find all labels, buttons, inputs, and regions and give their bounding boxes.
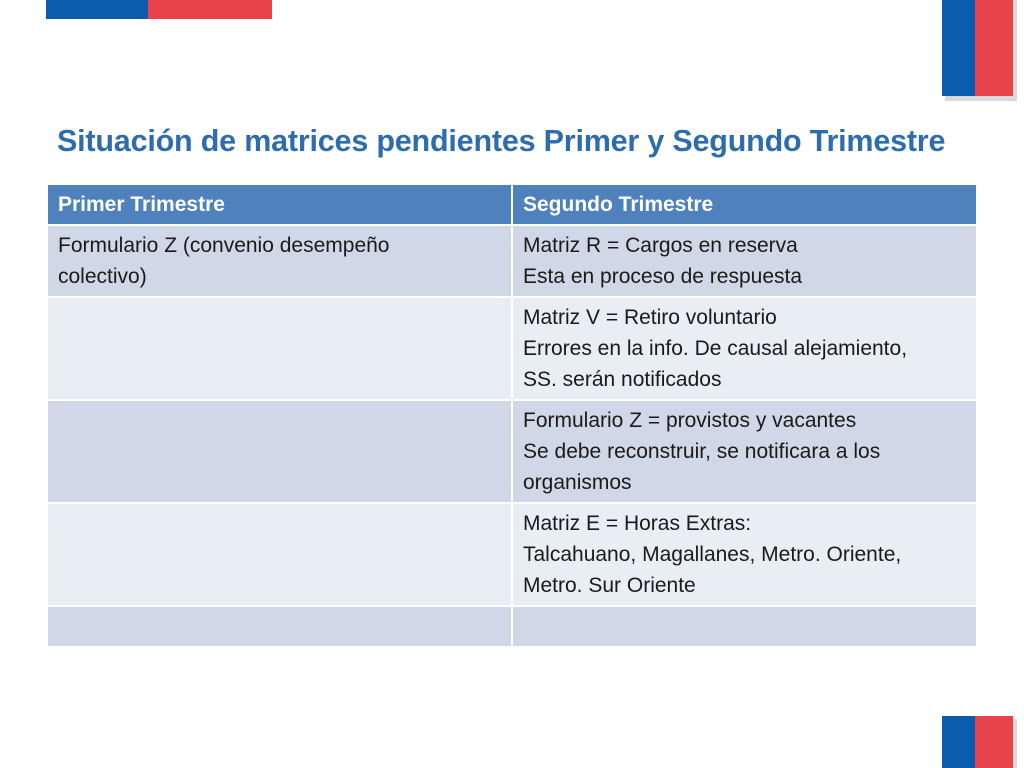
top-right-blue-flag: [942, 0, 975, 96]
top-left-red-stripe: [148, 0, 272, 19]
header-segundo-trimestre: Segundo Trimestre: [512, 184, 977, 225]
table-cell-segundo: [512, 297, 977, 400]
table-cell-segundo: [512, 400, 977, 503]
table-cell-primer: [47, 400, 512, 503]
table-cell-primer: [47, 503, 512, 606]
cell-line: Matriz E = Horas Extras:: [523, 512, 752, 535]
table-row: [47, 503, 977, 606]
cell-line: Errores en la info. De causal alejamiento,: [523, 337, 908, 360]
table-header-row: [47, 184, 977, 225]
top-left-blue-stripe: [46, 0, 148, 19]
cell-line: Esta en proceso de respuesta: [523, 265, 803, 288]
header-primer-trimestre: Primer Trimestre: [47, 184, 512, 225]
bottom-right-red-flag: [975, 716, 1013, 768]
table-cell-primer: [47, 225, 512, 297]
cell-line: Se debe reconstruir, se notificara a los: [523, 440, 881, 463]
table-row: [47, 297, 977, 400]
slide-title: Situación de matrices pendientes Primer y Segundo Trimestre: [57, 124, 946, 158]
cell-line: Talcahuano, Magallanes, Metro. Oriente,: [523, 543, 902, 566]
cell-line: colectivo): [58, 265, 147, 288]
table-row: [47, 400, 977, 503]
matrices-table: [46, 183, 978, 648]
cell-line: Metro. Sur Oriente: [523, 574, 696, 597]
table-row: [47, 606, 977, 647]
table-cell-primer: [47, 297, 512, 400]
table-cell-segundo: [512, 503, 977, 606]
table-row: [47, 225, 977, 297]
cell-line: Formulario Z = provistos y vacantes: [523, 409, 857, 432]
cell-line: Matriz R = Cargos en reserva: [523, 234, 798, 257]
table-cell-segundo: [512, 606, 977, 647]
cell-line: organismos: [523, 471, 632, 494]
cell-line: Matriz V = Retiro voluntario: [523, 306, 777, 329]
table-cell-primer: [47, 606, 512, 647]
cell-line: Formulario Z (convenio desempeño: [58, 234, 390, 257]
table-cell-segundo: [512, 225, 977, 297]
cell-line: SS. serán notificados: [523, 368, 722, 391]
bottom-right-blue-flag: [942, 716, 975, 768]
top-right-red-flag: [975, 0, 1013, 96]
